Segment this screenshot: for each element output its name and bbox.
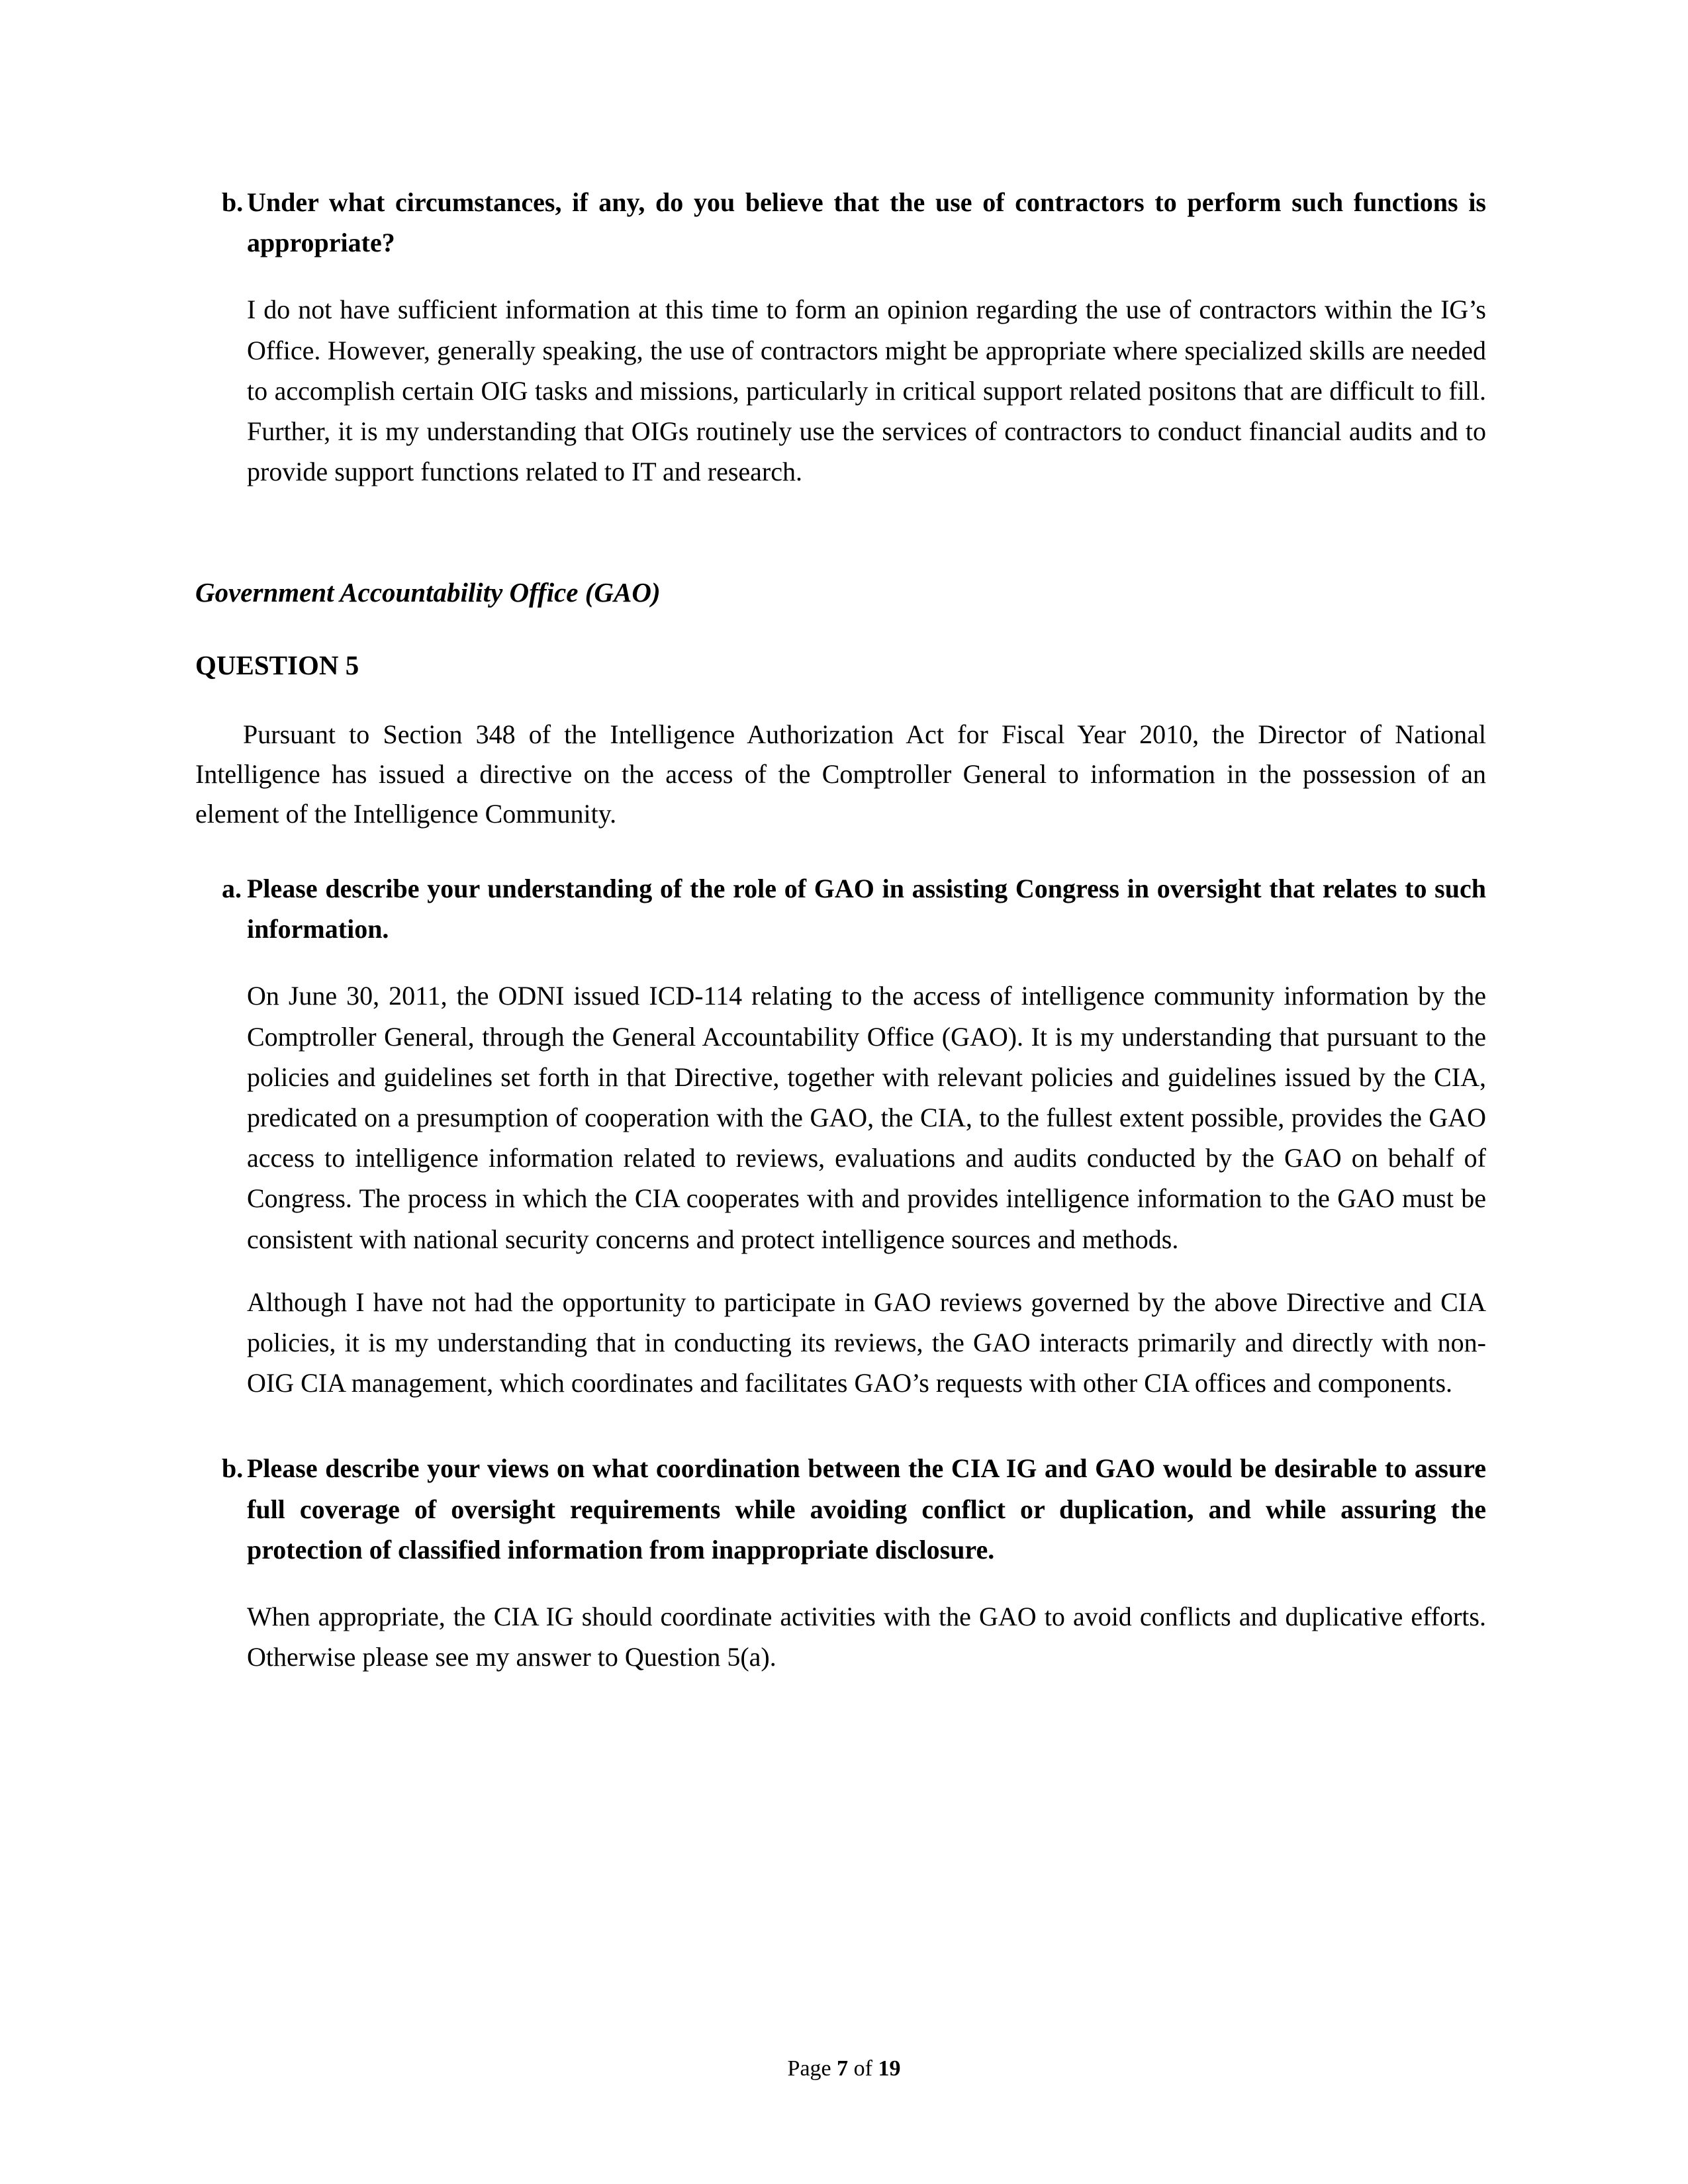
answer-paragraph: On June 30, 2011, the ODNI issued ICD-114 relating to the access of intelligence community information by the Comptroller General, through the General Accountability Office (GAO). It is my understanding that pursuant to the policies and guidelines set forth in that Directive, together with relevant policies and guidelines issued by the CIA, predicated on a presumption of cooperation with the GAO, the CIA, to the fullest extent possible, provides the GAO access to intelligence information related to reviews, evaluations and audits conducted by the GAO on behalf of Congress. The process in which the CIA cooperates with and provides intelligence information to the GAO must be consistent with national security concerns and protect intelligence sources and methods. bbox=[247, 981, 1486, 1254]
answer-paragraph: Although I have not had the opportunity to participate in GAO reviews governed by the above Directive and CIA policies, it is my understanding that in conducting its reviews, the GAO interacts primarily and directly with non-OIG CIA management, which coordinates and facilitates GAO’s requests with other CIA offices and components. bbox=[247, 1287, 1486, 1398]
page-content bbox=[195, 182, 1486, 1677]
list-item-marker: b. bbox=[222, 187, 244, 217]
list-item-body bbox=[247, 182, 1486, 492]
question-text: Please describe your understanding of the role of GAO in assisting Congress in oversight that relates to such information. bbox=[247, 874, 1486, 944]
list-item-marker: b. bbox=[222, 1453, 244, 1484]
spacer bbox=[195, 520, 1486, 537]
list-item bbox=[195, 868, 1486, 1403]
question-text: Please describe your views on what coordination between the CIA IG and GAO would be desirable to assure full coverage of oversight requirements while avoiding conflict or duplication, and while assuring the protection of classified information from inappropriate disclosure. bbox=[247, 1453, 1486, 1565]
question-heading: QUESTION 5 bbox=[195, 649, 359, 680]
question-text: Under what circumstances, if any, do you believe that the use of contractors to perform such functions is appropriate? bbox=[247, 187, 1486, 258]
list-item-marker: a. bbox=[222, 874, 242, 904]
footer-middle: of bbox=[848, 2056, 878, 2081]
list-item-body bbox=[247, 868, 1486, 1403]
list-item-body bbox=[247, 1448, 1486, 1677]
intro-paragraph: Pursuant to Section 348 of the Intelligence Authorization Act for Fiscal Year 2010, the Director of National Intelligence has issued a directive on the access of the Comptroller General to information in the possession of an element of the Intelligence Community. bbox=[195, 719, 1486, 829]
answer-text: I do not have sufficient information at this time to form an opinion regarding the use of contractors within the IG’s Office. However, generally speaking, the use of contractors might be appropriate where specialized skills are needed to accomplish certain OIG tasks and missions, particularly in critical support related positons that are difficult to fill. Further, it is my understanding that OIGs routinely use the services of contractors to conduct financial audits and to provide support functions related to IT and research. bbox=[247, 295, 1486, 487]
section-heading: Government Accountability Office (GAO) bbox=[195, 577, 661, 608]
footer-total-pages: 19 bbox=[878, 2056, 901, 2081]
spacer bbox=[195, 1431, 1486, 1448]
footer-prefix: Page bbox=[787, 2056, 837, 2081]
answer-paragraph: When appropriate, the CIA IG should coordinate activities with the GAO to avoid conflicts and duplicative efforts. Otherwise please see my answer to Question 5(a). bbox=[247, 1601, 1486, 1672]
list-item bbox=[195, 182, 1486, 492]
page-footer bbox=[0, 2054, 1688, 2083]
footer-page-number: 7 bbox=[837, 2056, 849, 2081]
list-item bbox=[195, 1448, 1486, 1677]
